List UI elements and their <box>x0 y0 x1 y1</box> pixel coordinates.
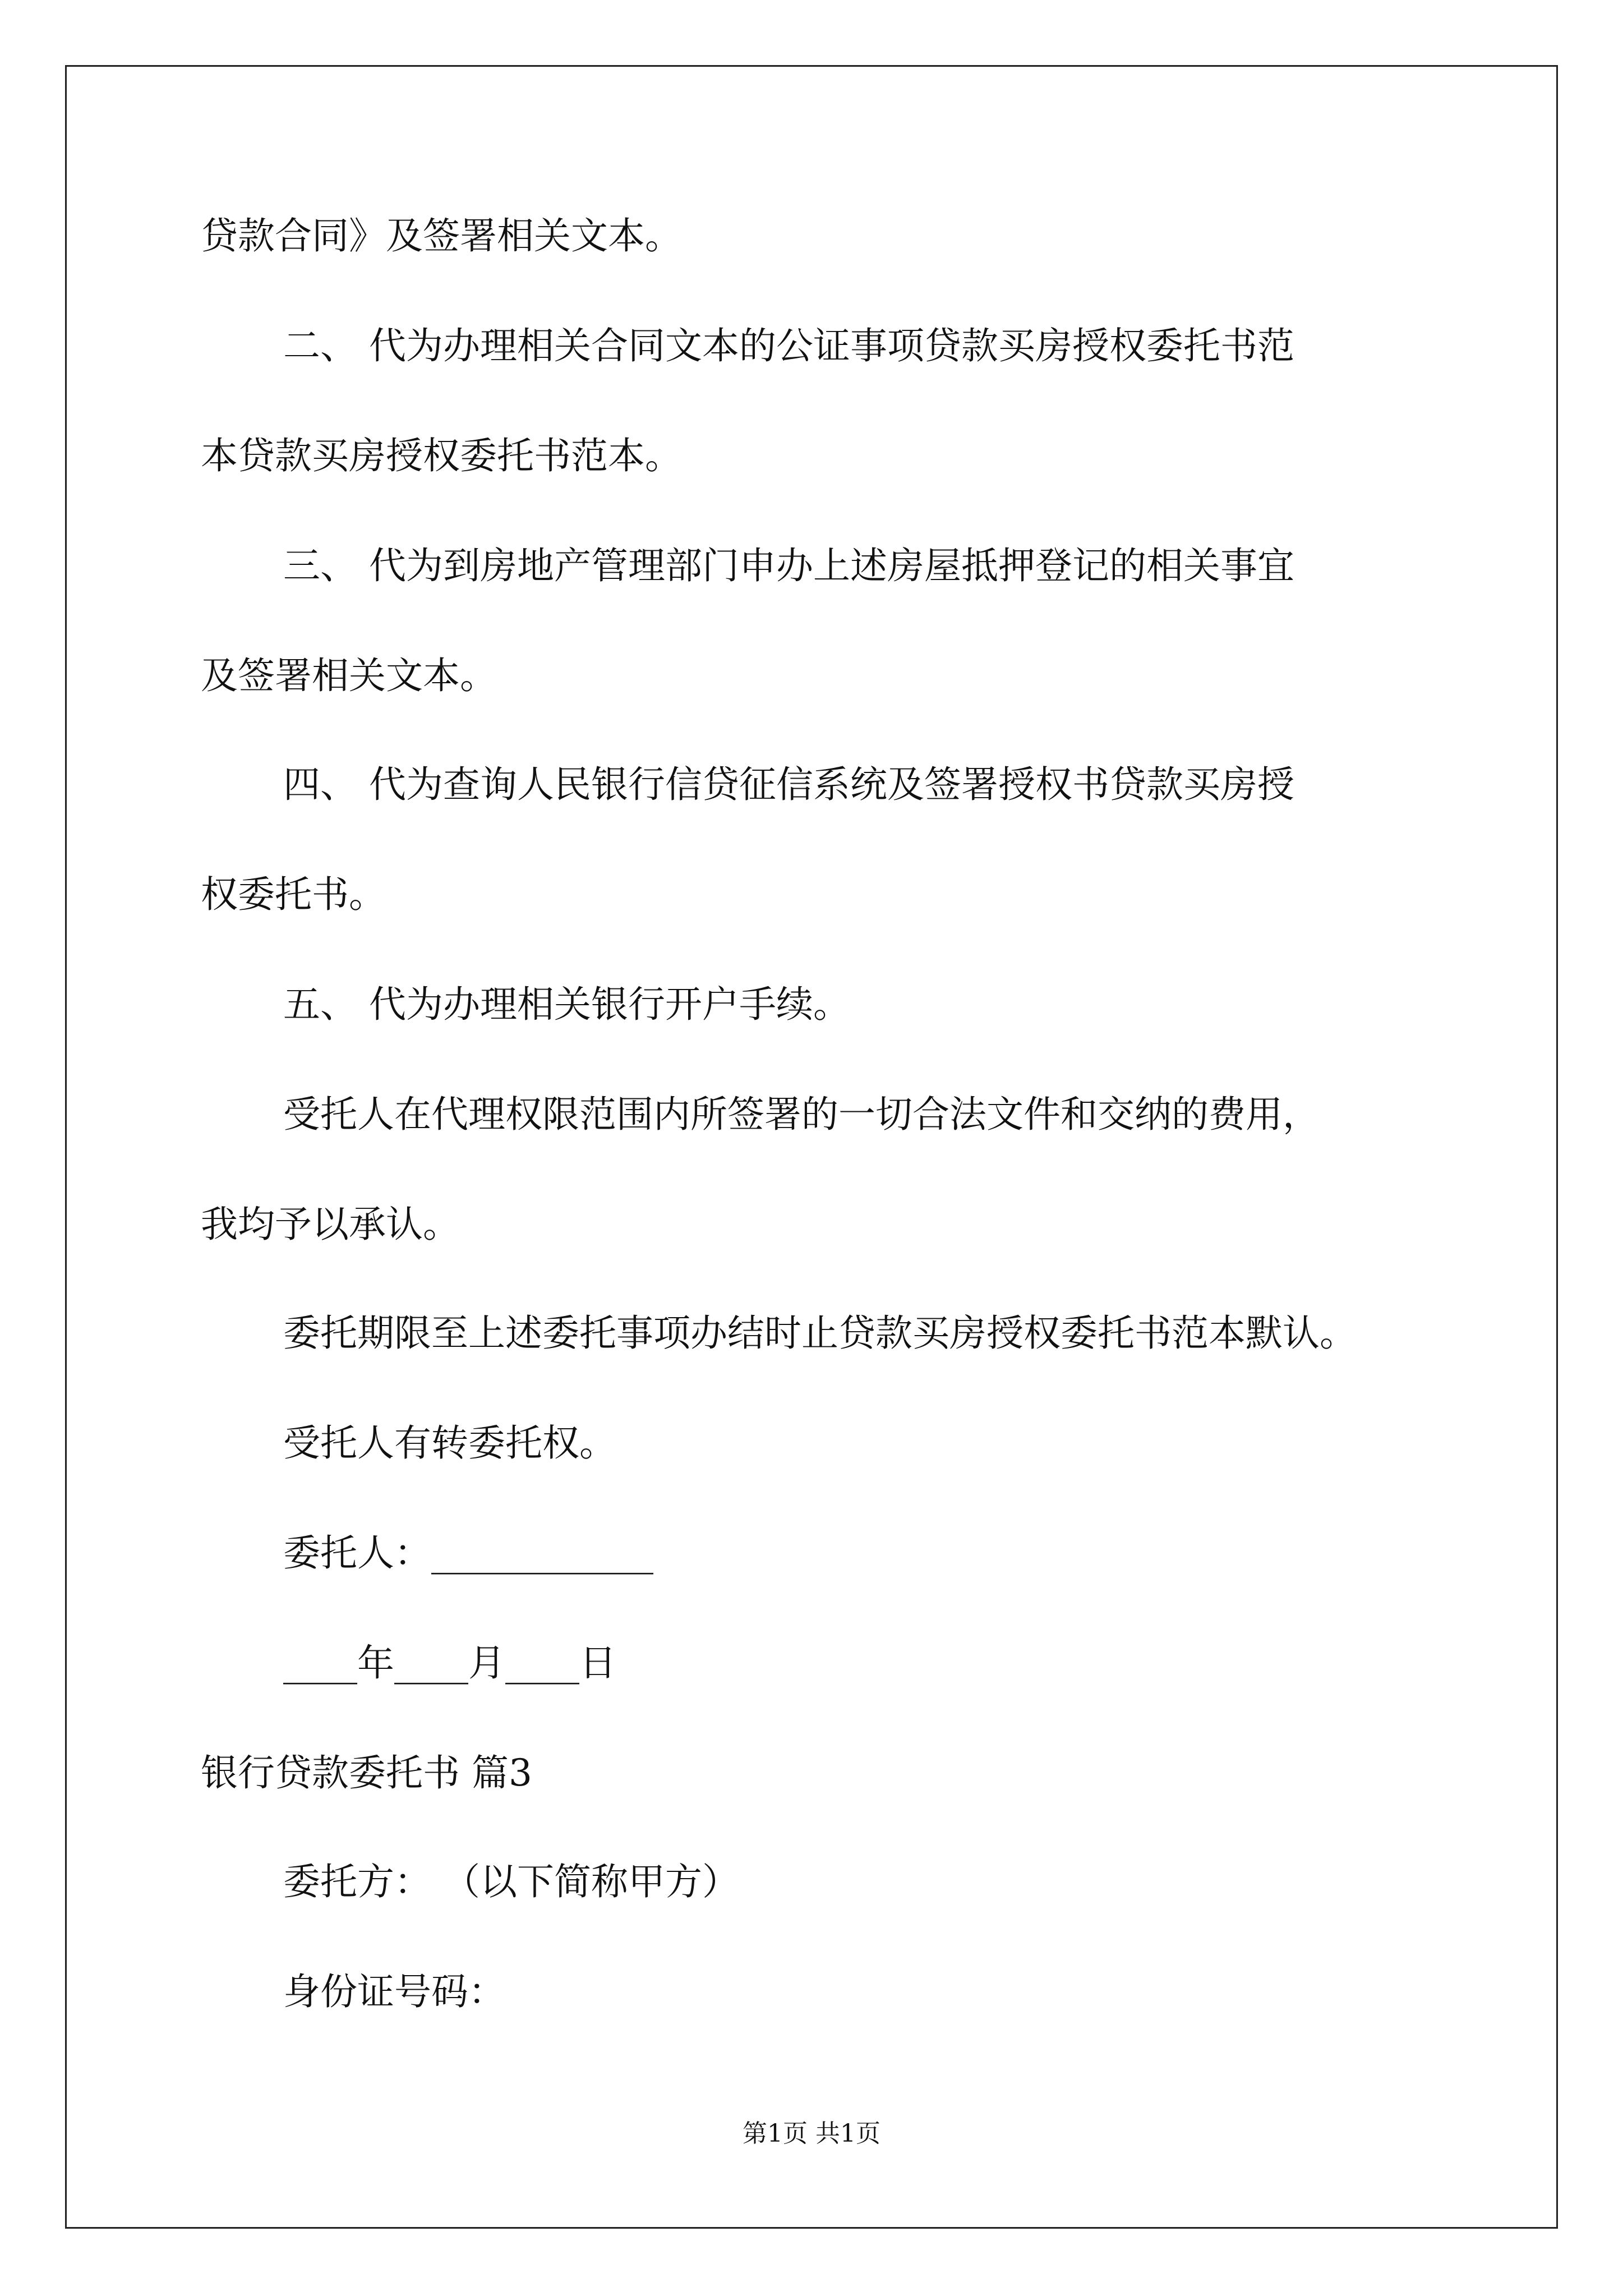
text-line: 二、 代为办理相关合同文本的公证事项贷款买房授权委托书范 <box>283 324 1294 367</box>
text-line: 我均予以承认。 <box>201 1203 460 1246</box>
text-line: 身份证号码： <box>283 1970 505 2013</box>
text-line: 权委托书。 <box>201 873 386 916</box>
signature-line: 委托人：____________ <box>283 1531 653 1575</box>
text-line: 受托人在代理权限范围内所签署的一切合法文件和交纳的费用， <box>283 1093 1320 1136</box>
text-line: 三、 代为到房地产管理部门申办上述房屋抵押登记的相关事宜 <box>283 544 1294 587</box>
text-line: 本贷款买房授权委托书范本。 <box>201 434 682 477</box>
section-heading: 银行贷款委托书 篇3 <box>201 1751 532 1795</box>
text-line: 五、 代为办理相关银行开户手续。 <box>283 983 850 1026</box>
text-line: 四、 代为查询人民银行信贷征信系统及签署授权书贷款买房授 <box>283 763 1294 806</box>
text-line: 贷款合同》及签署相关文本。 <box>201 214 682 257</box>
page-number: 第1页 共1页 <box>743 2119 880 2148</box>
page-border <box>65 65 1558 2229</box>
text-line: 及签署相关文本。 <box>201 654 497 697</box>
text-line: 受托人有转委托权。 <box>283 1421 616 1465</box>
text-line: 委托期限至上述委托事项办结时止贷款买房授权委托书范本默认。 <box>283 1312 1357 1355</box>
text-line: 委托方： （以下简称甲方） <box>283 1860 739 1903</box>
date-line: ____年____月____日 <box>283 1641 616 1685</box>
